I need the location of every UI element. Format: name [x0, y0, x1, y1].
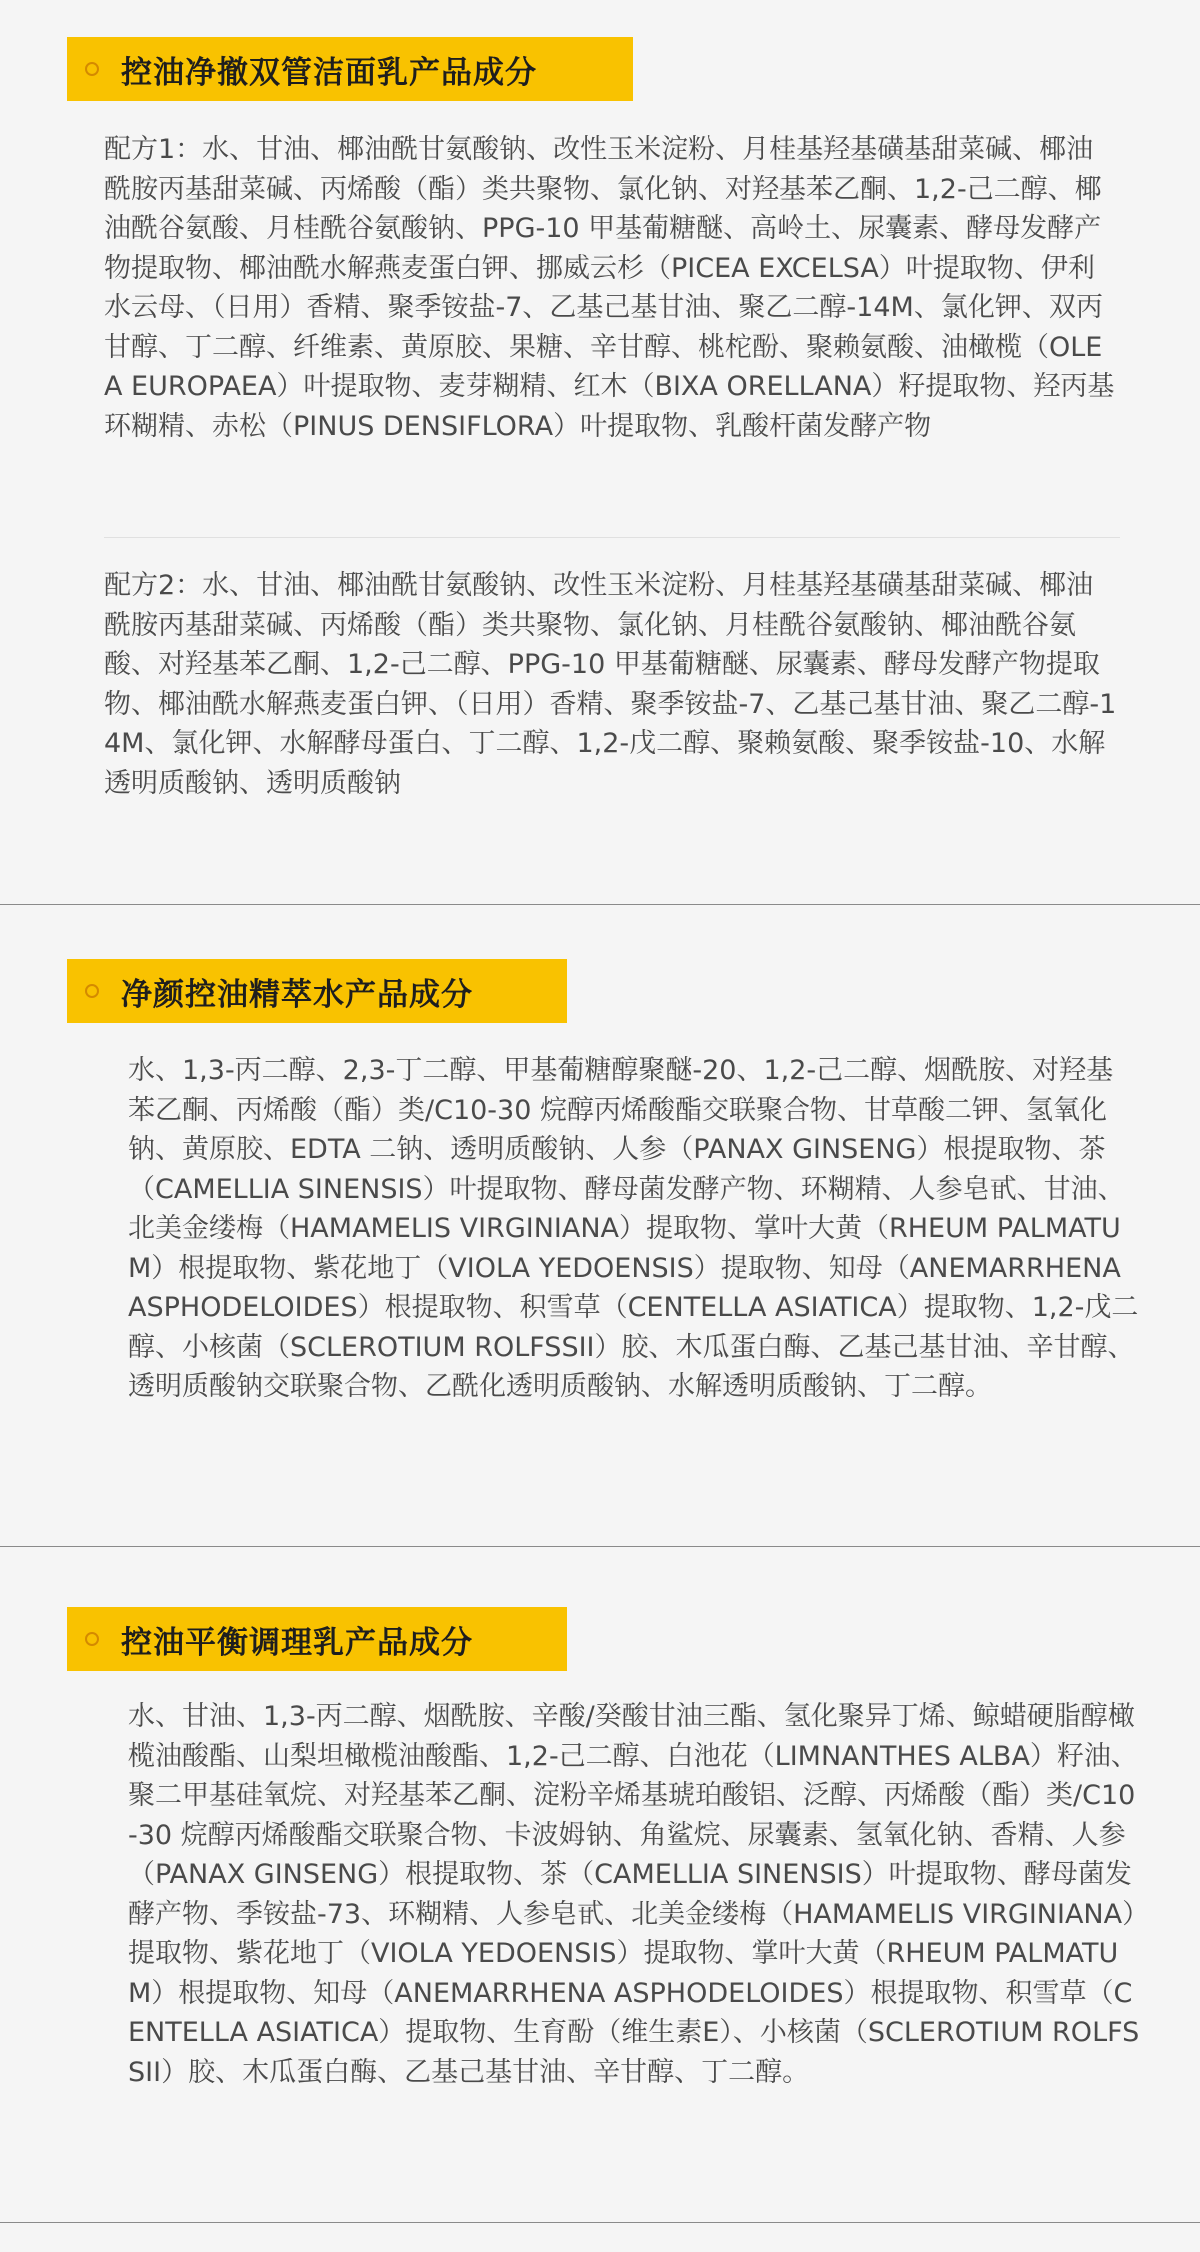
- section-emulsion: [0, 1547, 1200, 2222]
- circle-bullet-icon: [85, 984, 99, 998]
- circle-bullet-icon: [85, 62, 99, 76]
- section-title: 净颜控油精萃水产品成分: [121, 976, 473, 1013]
- section-title: 控油净撤双管洁面乳产品成分: [121, 54, 537, 91]
- section-title-bar: [67, 1607, 567, 1671]
- section-divider: [0, 2222, 1200, 2223]
- section-title-bar: [67, 37, 633, 101]
- section-title: 控油平衡调理乳产品成分: [121, 1624, 473, 1661]
- section-toner: [0, 905, 1200, 1546]
- section-title-bar: [67, 959, 567, 1023]
- ingredients-text: 水、1,3-丙二醇、2,3-丁二醇、甲基葡糖醇聚醚-20、1,2-己二醇、烟酰胺、对羟基苯乙酮、丙烯酸（酯）类/C10-30 烷醇丙烯酸酯交联聚合物、甘草酸二钾、氢氧化钠、黄原胶、EDTA 二钠、透明质酸钠、人参（PANAX GINSENG）根提取物、茶（CAMELLIA SINENSIS）叶提取物、酵母菌发酵产物、环糊精、人参皂甙、甘油、北美金缕梅（HAMAMELIS VIRGINIANA）提取物、掌叶大黄（RHEUM PALMATUM）根提取物、紫花地丁（VIOLA YEDOENSIS）提取物、知母（ANEMARRHENA ASPHODELOIDES）根提取物、积雪草（CENTELLA ASIATICA）提取物、1,2-戊二醇、小核菌（SCLEROTIUM ROLFSSII）胶、木瓜蛋白酶、乙基己基甘油、辛甘醇、透明质酸钠交联聚合物、乙酰化透明质酸钠、水解透明质酸钠、丁二醇。: [128, 1055, 1139, 1402]
- formula-2-text: 配方2：水、甘油、椰油酰甘氨酸钠、改性玉米淀粉、月桂基羟基磺基甜菜碱、椰油酰胺丙基甜菜碱、丙烯酸（酯）类共聚物、氯化钠、月桂酰谷氨酸钠、椰油酰谷氨酸、对羟基苯乙酮、1,2-己二醇、PPG-10 甲基葡糖醚、尿囊素、酵母发酵产物提取物、椰油酰水解燕麦蛋白钾、（日用）香精、聚季铵盐-7、乙基己基甘油、聚乙二醇-14M、氯化钾、水解酵母蛋白、丁二醇、1,2-戊二醇、聚赖氨酸、聚季铵盐-10、水解透明质酸钠、透明质酸钠: [104, 570, 1117, 799]
- section-cleanser: [0, 0, 1200, 904]
- formula-divider: [104, 537, 1120, 538]
- ingredients-text: 水、甘油、1,3-丙二醇、烟酰胺、辛酸/癸酸甘油三酯、氢化聚异丁烯、鲸蜡硬脂醇橄榄油酸酯、山梨坦橄榄油酸酯、1,2-己二醇、白池花（LIMNANTHES ALBA）籽油、聚二甲基硅氧烷、对羟基苯乙酮、淀粉辛烯基琥珀酸铝、泛醇、丙烯酸（酯）类/C10-30 烷醇丙烯酸酯交联聚合物、卡波姆钠、角鲨烷、尿囊素、氢氧化钠、香精、人参（PANAX GINSENG）根提取物、茶（CAMELLIA SINENSIS）叶提取物、酵母菌发酵产物、季铵盐-73、环糊精、人参皂甙、北美金缕梅（HAMAMELIS VIRGINIANA）提取物、紫花地丁（VIOLA YEDOENSIS）提取物、掌叶大黄（RHEUM PALMATUM）根提取物、知母（ANEMARRHENA ASPHODELOIDES）根提取物、积雪草（CENTELLA ASIATICA）提取物、生育酚（维生素E）、小核菌（SCLEROTIUM ROLFSSII）胶、木瓜蛋白酶、乙基己基甘油、辛甘醇、丁二醇。: [128, 1701, 1140, 2088]
- formula-1-text: 配方1：水、甘油、椰油酰甘氨酸钠、改性玉米淀粉、月桂基羟基磺基甜菜碱、椰油酰胺丙基甜菜碱、丙烯酸（酯）类共聚物、氯化钠、对羟基苯乙酮、1,2-己二醇、椰油酰谷氨酸、月桂酰谷氨酸钠、PPG-10 甲基葡糖醚、高岭土、尿囊素、酵母发酵产物提取物、椰油酰水解燕麦蛋白钾、挪威云杉（PICEA EXCELSA）叶提取物、伊利水云母、（日用）香精、聚季铵盐-7、乙基己基甘油、聚乙二醇-14M、氯化钾、双丙甘醇、丁二醇、纤维素、黄原胶、果糖、辛甘醇、桃柁酚、聚赖氨酸、油橄榄（OLEA EUROPAEA）叶提取物、麦芽糊精、红木（BIXA ORELLANA）籽提取物、羟丙基环糊精、赤松（PINUS DENSIFLORA）叶提取物、乳酸杆菌发酵产物: [104, 134, 1115, 442]
- circle-bullet-icon: [85, 1632, 99, 1646]
